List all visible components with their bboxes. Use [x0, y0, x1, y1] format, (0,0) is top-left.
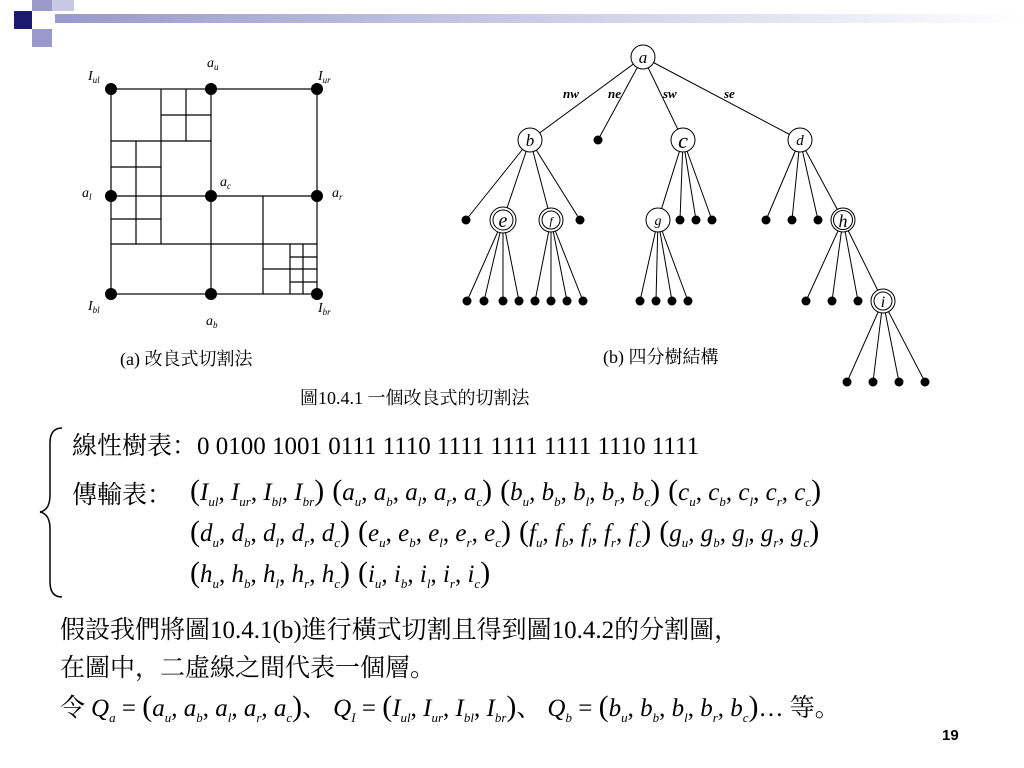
formula-def-a: $Q_a = (a_u$, $a_b$, $a_l$, $a_r$, $a_c$) [91, 690, 303, 725]
deco-square-3 [32, 29, 52, 47]
transfer-row-3 [190, 556, 498, 592]
svg-text:ar: $a_r$ [332, 186, 343, 202]
svg-text:nw: nw [563, 86, 579, 101]
formula-suffix: … 等。 [758, 695, 840, 722]
tuple-i: ($i_u$, $i_b$, $i_l$, $i_r$, $i_c$) [357, 556, 491, 591]
tuple-f: ($f_u$, $f_b$, $f_l$, $f_r$, $f_c$) [518, 515, 652, 550]
svg-text:e: e [498, 210, 508, 232]
tuple-b: ($b_u$, $b_b$, $b_l$, $b_r$, $b_c$) [500, 474, 661, 509]
figure-caption: 圖10.4.1 一個改良式的切割法 [300, 388, 530, 408]
svg-text:a: a [638, 48, 648, 67]
svg-text:sw: sw [663, 86, 677, 101]
formula-def-I: $Q_I = (I_{ul}$, $I_{ur}$, $I_{bl}$, $I_{br}$) [333, 690, 517, 725]
svg-text:d: d [796, 133, 804, 149]
point-I-ul [105, 83, 117, 95]
paragraph-2: 在圖中，二虛線之間代表一個層。 [60, 655, 436, 682]
point-a-b [205, 288, 217, 300]
svg-text:f: f [549, 214, 553, 228]
tuple-b: ($b_u$, $b_b$, $b_l$, $b_r$, $b_c$) [598, 690, 759, 725]
svg-text:Ibl: $I_{bl}$ [88, 299, 100, 315]
linear-tree-value: 0 0100 1001 0111 1110 1111 1111 1111 1110 1111 [197, 433, 700, 460]
transfer-row-2 [190, 515, 827, 551]
linear-tree-line [72, 426, 699, 462]
point-I-br [311, 288, 323, 300]
figure-b-tree [450, 40, 970, 390]
svg-text:al: $a_l$ [82, 186, 92, 202]
tuple-I: ($I_{ul}$, $I_{ur}$, $I_{bl}$, $I_{br}$) [382, 690, 517, 725]
formula-line [60, 688, 840, 726]
header-bar [55, 14, 1024, 23]
linear-tree-label: 線性樹表： [72, 433, 198, 460]
transfer-row-1 [190, 474, 829, 510]
figure-a-caption: (a) 改良式切割法 [120, 349, 253, 369]
svg-text:g: g [654, 214, 662, 229]
formula-separator: 、 [516, 695, 542, 722]
svg-text:Ibr: $I_{br}$ [318, 301, 331, 317]
point-a-u [205, 83, 217, 95]
svg-text:c: c [678, 128, 688, 153]
svg-text:se: se [724, 86, 735, 101]
figure-b-caption: (b) 四分樹結構 [603, 347, 719, 367]
point-I-bl [105, 288, 117, 300]
svg-text:i: i [880, 294, 886, 311]
transfer-label: 傳輸表： [72, 482, 173, 509]
svg-text:h: h [838, 211, 848, 231]
tuple-e: ($e_u$, $e_b$, $e_l$, $e_r$, $e_c$) [357, 515, 511, 550]
formula-separator: 、 [302, 695, 328, 722]
tuple-g: ($g_u$, $g_b$, $g_l$, $g_r$, $g_c$) [659, 515, 820, 550]
tuple-c: ($c_u$, $c_b$, $c_l$, $c_r$, $c_c$) [668, 474, 822, 509]
formula-def-b: $Q_b = (b_u$, $b_b$, $b_l$, $b_r$, $b_c$) [547, 690, 759, 725]
svg-text:ab: $a_b$ [206, 314, 218, 330]
point-a-r [311, 190, 323, 202]
point-I-ur [311, 83, 323, 95]
deco-square-4 [52, 0, 74, 11]
figure-a-diagram [70, 55, 370, 330]
point-a-l [105, 190, 117, 202]
svg-text:ac: $a_c$ [220, 175, 231, 191]
paragraph-1: 假設我們將圖10.4.1(b)進行橫式切割且得到圖10.4.2的分割圖， [60, 617, 740, 644]
tuple-d: ($d_u$, $d_b$, $d_l$, $d_r$, $d_c$) [190, 515, 350, 550]
tuple-I: ($I_{ul}$, $I_{ur}$, $I_{bl}$, $I_{br}$) [190, 474, 325, 509]
page-number: 19 [942, 727, 959, 744]
point-a-c [205, 190, 217, 202]
tuple-a: ($a_u$, $a_b$, $a_l$, $a_r$, $a_c$) [332, 474, 493, 509]
tuple-a: ($a_u$, $a_b$, $a_l$, $a_r$, $a_c$) [142, 690, 303, 725]
svg-text:b: b [525, 131, 535, 150]
tuple-h: ($h_u$, $h_b$, $h_l$, $h_r$, $h_c$) [190, 556, 350, 591]
left-brace [38, 425, 68, 600]
svg-text:Iul: $I_{ul}$ [88, 69, 100, 85]
svg-text:au: $a_u$ [207, 56, 219, 72]
deco-square-2 [32, 0, 52, 11]
deco-square-1 [14, 11, 32, 29]
formula-prefix: 令 [60, 695, 86, 722]
svg-text:Iur: $I_{ur}$ [318, 69, 331, 85]
svg-text:ne: ne [608, 86, 621, 101]
